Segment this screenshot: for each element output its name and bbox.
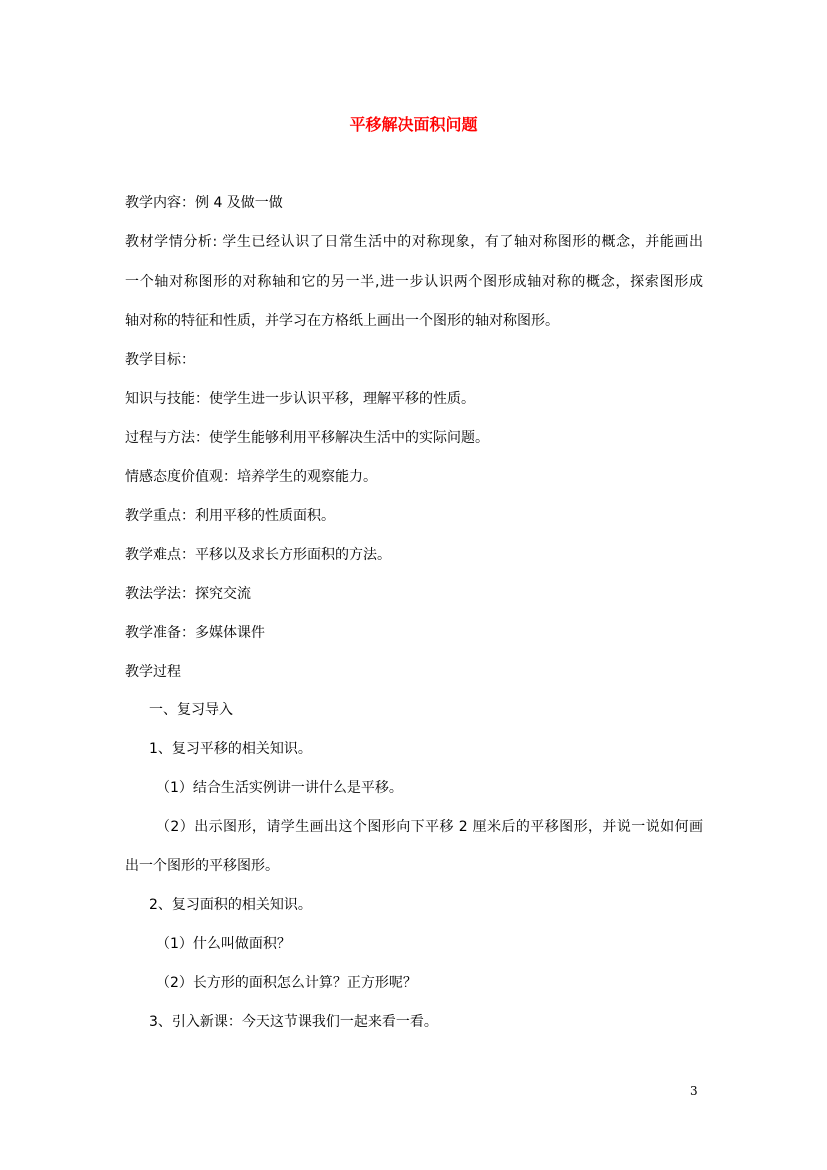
goal-process: 过程与方法：使学生能够利用平移解决生活中的实际问题。 bbox=[125, 430, 489, 446]
review-item-1: （1）结合生活实例讲一讲什么是平移。 bbox=[156, 780, 403, 796]
teaching-goals-heading: 教学目标： bbox=[125, 352, 195, 368]
teaching-difficulty: 教学难点：平移以及求长方形面积的方法。 bbox=[125, 547, 391, 563]
teaching-method: 教法学法：探究交流 bbox=[125, 586, 251, 602]
goal-emotion: 情感态度价值观：培养学生的观察能力。 bbox=[125, 469, 377, 485]
teaching-process-heading: 教学过程 bbox=[125, 664, 181, 680]
teaching-preparation: 教学准备：多媒体课件 bbox=[125, 625, 265, 641]
area-item-2: （2）长方形的面积怎么计算？正方形呢？ bbox=[156, 975, 417, 991]
review-item-2-line-2: 出一个图形的平移图形。 bbox=[125, 858, 279, 874]
introduce-new-lesson: 3、引入新课：今天这节课我们一起来看一看。 bbox=[149, 1014, 438, 1030]
area-item-1: （1）什么叫做面积？ bbox=[156, 936, 291, 952]
analysis-line-2: 一个轴对称图形的对称轴和它的另一半,进一步认识两个图形成轴对称的概念，探索图形成 bbox=[125, 274, 703, 290]
review-translation: 1、复习平移的相关知识。 bbox=[149, 741, 312, 757]
document-title: 平移解决面积问题 bbox=[349, 115, 478, 134]
section-review-heading: 一、复习导入 bbox=[149, 702, 233, 718]
analysis-line-3: 轴对称的特征和性质，并学习在方格纸上画出一个图形的轴对称图形。 bbox=[125, 313, 559, 329]
goal-knowledge: 知识与技能：使学生进一步认识平移，理解平移的性质。 bbox=[125, 391, 475, 407]
teaching-content: 教学内容：例 4 及做一做 bbox=[125, 195, 283, 211]
review-area: 2、复习面积的相关知识。 bbox=[149, 897, 312, 913]
teaching-focus: 教学重点：利用平移的性质面积。 bbox=[125, 508, 335, 524]
review-item-2-line-1: （2）出示图形，请学生画出这个图形向下平移 2 厘米后的平移图形，并说一说如何画 bbox=[156, 819, 703, 835]
analysis-line-1: 教材学情分析: 学生已经认识了日常生活中的对称现象，有了轴对称图形的概念，并能画出 bbox=[125, 234, 703, 250]
page-number: 3 bbox=[690, 1084, 698, 1098]
